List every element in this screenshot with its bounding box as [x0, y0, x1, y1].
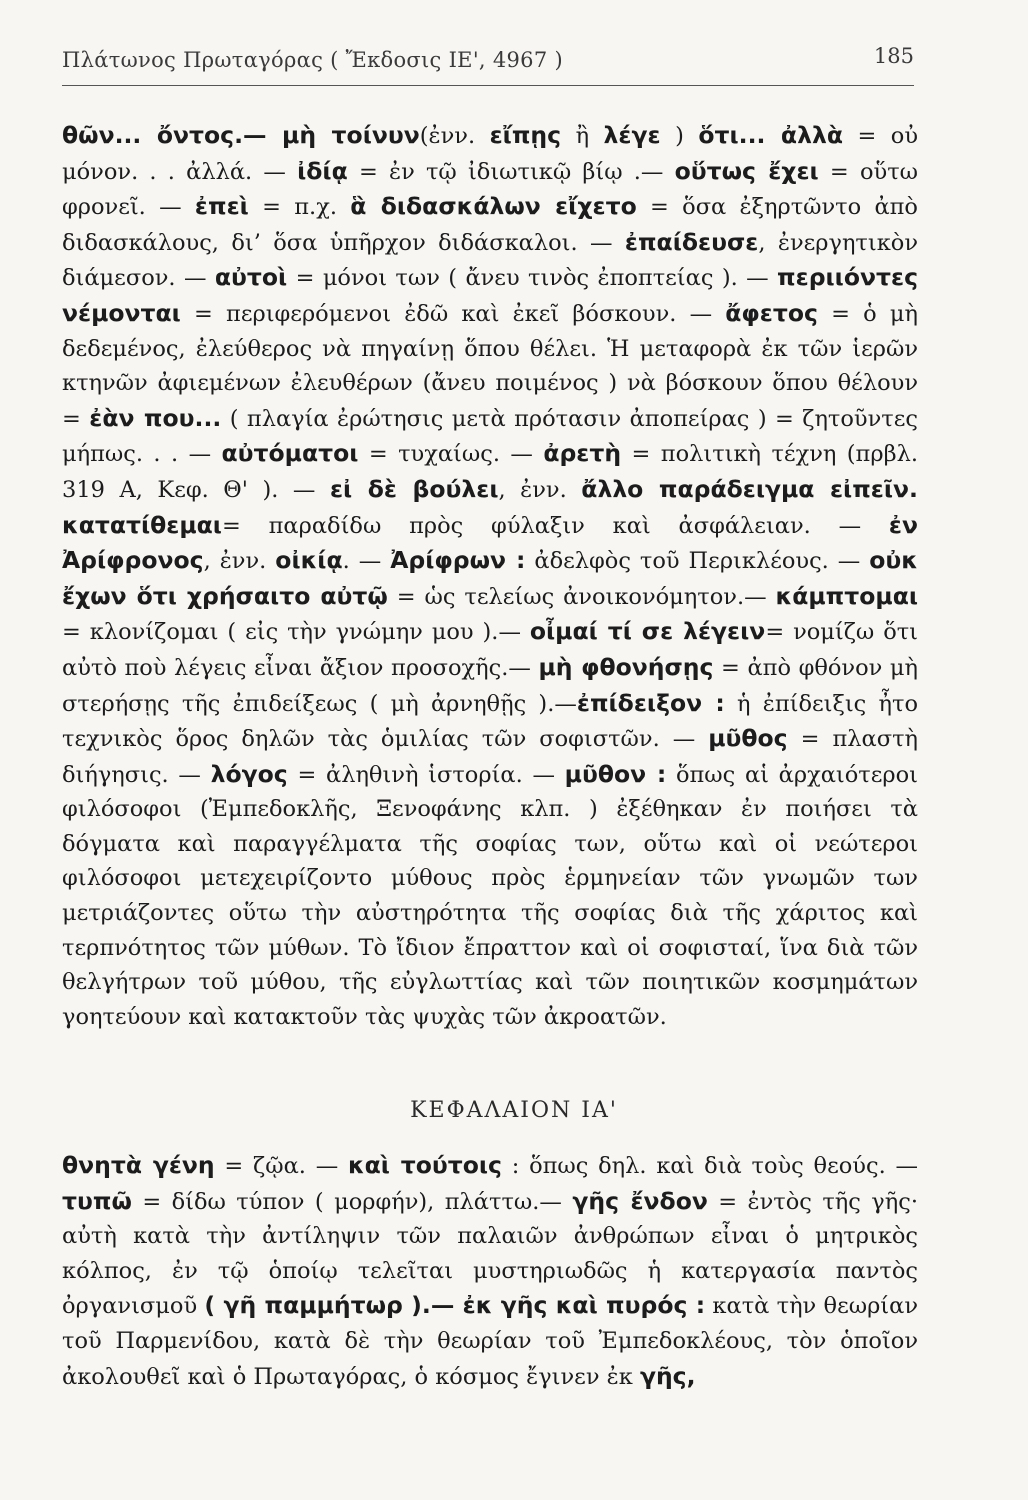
commentary-text — [62, 118, 918, 1034]
lemma-term: εἴπῃς — [489, 121, 562, 149]
gloss-text: = π.χ. — [248, 194, 351, 221]
lemma-term: ὅτι... ἀλλὰ — [698, 121, 843, 149]
lemma-term: ἰδίᾳ — [297, 156, 348, 185]
header-rule — [62, 85, 914, 86]
gloss-text: = ἐν τῷ ἰδιωτικῷ βίῳ .— — [347, 158, 675, 185]
lemma-term: κάμπτομαι — [775, 581, 919, 610]
lemma-term: περιιόντες νέμονται — [62, 263, 918, 327]
gloss-text: ( πλαγία ἐρώτησις μετὰ πρότασιν ἀποπείρας ) = ζητοῦντες μήπως. . . — — [62, 405, 918, 468]
gloss-text: = παραδίδω πρὸς φύλαξιν καὶ ἀσφάλειαν. — — [221, 512, 889, 539]
lemma-term: ἐπίδειξον : — [576, 688, 725, 717]
lemma-term: μὴ φθονήσῃς — [538, 652, 714, 681]
chapter-text — [62, 1148, 918, 1394]
gloss-text: = οὕτω φρονεῖ. — — [62, 158, 918, 221]
lemma-term: θνητὰ γένη — [62, 1151, 215, 1179]
gloss-text: = τυχαίως. — — [358, 441, 544, 468]
lemma-term: οἰκίᾳ — [275, 546, 343, 575]
commentary-paragraph — [62, 118, 918, 1034]
gloss-text: = μόνοι των ( ἄνευ τινὸς ἐποπτείας ). — — [287, 265, 778, 292]
lemma-term: ἐὰν που... — [89, 403, 222, 432]
gloss-text: (ἐνν. — [419, 123, 490, 149]
gloss-text: = ὁ μὴ δεδεμένος, ἐλεύθερος νὰ πηγαίνῃ ὅπου θέλει. Ἡ μεταφορὰ ἐκ τῶν ἱερῶν κτηνῶν ἀφιεμένων ἐλευθέρων (ἄνευ ποιμένος ) νὰ βόσκουν ὅπου θέλουν = — [62, 300, 918, 432]
lemma-term: ἐν Ἀρίφρονος — [62, 510, 918, 575]
lemma-term: οὕτως ἔχει — [674, 156, 819, 185]
lemma-term: Ἀρίφρων : — [390, 546, 526, 575]
lemma-term: ἐπαίδευσε — [624, 227, 759, 256]
gloss-text: = ὡς τελείως ἀνοικονόμητον.— — [387, 583, 776, 610]
lemma-term: τυπῶ — [62, 1186, 132, 1215]
lemma-term: οὐκ ἔχων ὅτι χρήσαιτο αὐτῷ — [62, 546, 918, 610]
lemma-term: οἶμαί τί σε λέγειν — [529, 617, 766, 646]
lemma-term: εἰ δὲ βούλει — [329, 474, 499, 503]
gloss-text: = πλαστὴ διήγησις. — — [62, 726, 919, 788]
lemma-term: μῦθος — [708, 724, 788, 753]
gloss-text: = κλονίζομαι ( εἰς τὴν γνώμην μου ).— — [62, 619, 530, 646]
running-title: Πλάτωνος Πρωταγόρας ( Ἔκδοσις ΙΕ', 4967 ) — [62, 48, 563, 72]
lemma-term: ἃ διδασκάλων εἴχετο — [350, 192, 637, 221]
chapter-heading: ΚΕΦΑΛΑΙΟΝ ΙΑ' — [410, 1098, 618, 1123]
lemma-term: ἄφετος — [725, 298, 818, 327]
gloss-text: κατὰ τὴν θεωρίαν τοῦ Παρμενίδου, κατὰ δὲ τὴν θεωρίαν τοῦ Ἐμπεδοκλέους, τὸν ὁποῖον ἀκολουθεῖ καὶ ὁ Πρωταγόρας, ὁ κόσμος ἔγινεν ἐκ — [62, 1293, 918, 1390]
gloss-text: = ἀπὸ φθόνον μὴ στερήσῃς τῆς ἐπιδείξεως ( μὴ ἀρνηθῇς ).— — [62, 654, 919, 717]
chapter-paragraph — [62, 1148, 918, 1394]
gloss-text: ὅπως αἱ ἀρχαιότεροι φιλόσοφοι (Ἐμπεδοκλῆς, Ξενοφάνης κλπ. ) ἐξέθηκαν ἐν ποιήσει τὰ δόγματα καὶ παραγγέλματα τῆς σοφίας των, οὕτω καὶ οἱ νεώτεροι φιλόσοφοι μετεχειρίζοντο μύθους πρὸς ἑρμηνείαν τῶν γνωμῶν των μετριάζοντες οὕτω τὴν αὐστηρότητα τῆς σοφίας διὰ τῆς χάριτος καὶ τερπνότητος τῶν μύθων. Τὸ ἴδιον ἔπραττον καὶ οἱ σοφισταί, ἵνα διὰ τῶν θελγήτρων τοῦ μύθου, τῆς εὐγλωττίας καὶ τῶν ποιητικῶν κοσμημάτων γοητεύουν καὶ κατακτοῦν τὰς ψυχὰς τῶν ἀκροατῶν. — [62, 761, 918, 1030]
lemma-term: μῦθον : — [564, 759, 667, 788]
gloss-text: , ἐνν. — [203, 548, 276, 575]
lemma-term: ἄλλο παράδειγμα εἰπεῖν. κατατίθεμαι — [62, 474, 918, 539]
gloss-text: = δίδω τύπον ( μορφήν), πλάττω.— — [131, 1188, 573, 1215]
gloss-text: ) — [660, 123, 699, 149]
gloss-text: = οὐ μόνον. . . ἀλλά. — — [62, 123, 919, 185]
gloss-text: = ζῷα. — — [214, 1153, 348, 1179]
gloss-text: ἀδελφὸς τοῦ Περικλέους. — — [525, 548, 870, 575]
running-header — [62, 42, 914, 86]
lemma-term: αὐτοὶ — [214, 263, 288, 292]
lemma-term: γῆς, — [639, 1361, 696, 1390]
gloss-text: ἢ — [561, 123, 604, 149]
gloss-text: = νομίζω ὅτι αὐτὸ ποὺ λέγεις εἶναι ἄξιον προσοχῆς.— — [62, 619, 919, 681]
lemma-term: θῶν... ὄντος.— μὴ τοίνυν — [62, 121, 420, 149]
gloss-text: ἡ ἐπίδειξις ἦτο τεχνικὸς ὅρος δηλῶν τὰς ὁμιλίας τῶν σοφιστῶν. — — [62, 690, 919, 753]
gloss-text: , ἐνν. — [498, 476, 582, 503]
lemma-term: ἐπεὶ — [194, 192, 249, 221]
gloss-text: = περιφερόμενοι ἐδῶ καὶ ἐκεῖ βόσκουν. — — [180, 300, 726, 327]
lemma-term: ( γῆ παμμήτωρ ).— ἐκ γῆς καὶ πυρός : — [204, 1291, 706, 1320]
page-number: 185 — [873, 44, 914, 68]
gloss-text: . — — [342, 548, 391, 575]
gloss-text: : ὅπως δηλ. καὶ διὰ τοὺς θεούς. — — [501, 1153, 918, 1179]
lemma-term: λόγος — [210, 759, 288, 788]
lemma-term: αὐτόματοι — [221, 439, 359, 468]
gloss-text: , ἐνεργητικὸν διάμεσον. — — [62, 229, 918, 292]
gloss-text: = ἐντὸς τῆς γῆς· αὐτὴ κατὰ τὴν ἀντίληψιν τῶν παλαιῶν ἀνθρώπων εἶναι ὁ μητρικὸς κόλπος, ἐν τῷ ὁποίῳ τελεῖται μυστηριωδῶς ἡ κατεργασία παντὸς ὀργανισμοῦ — [62, 1188, 918, 1320]
gloss-text: = πολιτικὴ τέχνη (πρβλ. 319 Α, Κεφ. Θ' ). — — [62, 441, 918, 503]
lemma-term: λέγε — [603, 121, 661, 149]
gloss-text: = ἀληθινὴ ἱστορία. — — [287, 761, 565, 788]
lemma-term: ἀρετὴ — [543, 439, 622, 468]
gloss-text: = ὅσα ἐξηρτῶντο ἀπὸ διδασκάλους, δι’ ὅσα ὑπῆρχον διδάσκαλοι. — — [62, 194, 918, 256]
lemma-term: γῆς ἔνδον — [572, 1186, 708, 1215]
lemma-term: καὶ τούτοις — [347, 1151, 502, 1179]
